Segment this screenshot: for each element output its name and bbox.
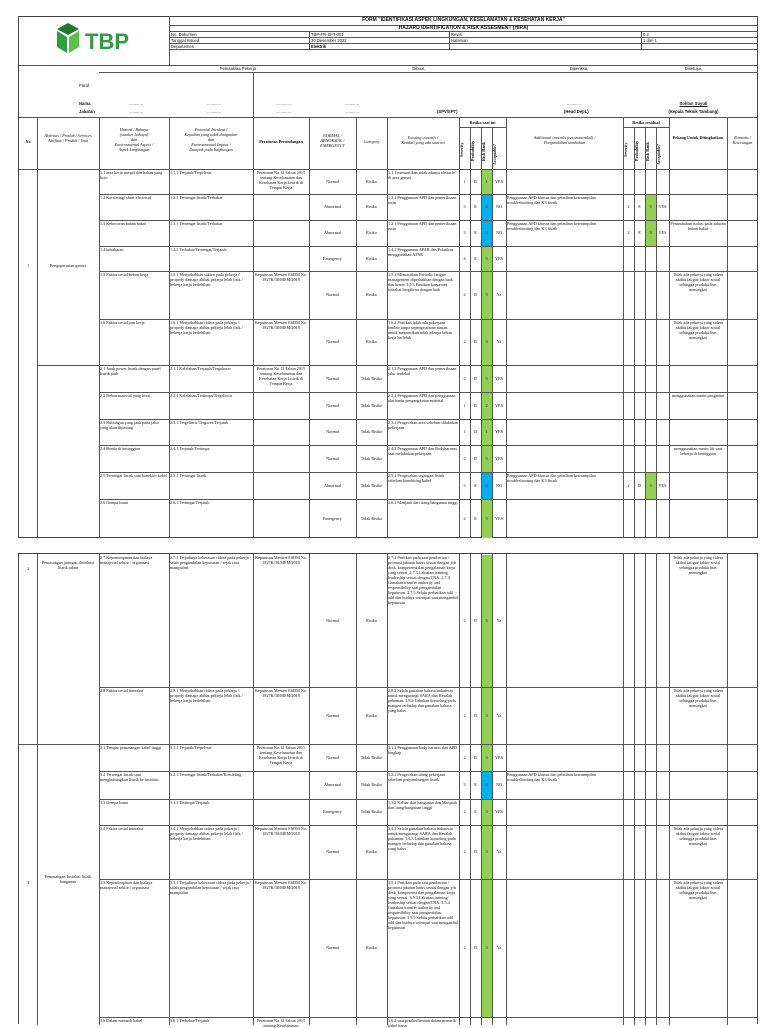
cell-rr: 3 — [485, 339, 488, 344]
cell-a: YES — [495, 402, 503, 408]
col-probability-res: Probability — [634, 140, 639, 161]
cell-n: Emergency — [323, 255, 342, 261]
cell-r: Keputusan Menteri ESDM No. 1827K/30/MEM/2018 — [254, 320, 308, 330]
cell-n: Emergency — [323, 809, 342, 814]
cell-r: Peraturan No.12 Tahun 2015 tentang Keselamatan dan Kesehatan Kerja Listrik di Tempat Kerja — [256, 366, 306, 386]
cell-a: Ya — [496, 712, 502, 718]
cell-i: 3.1.1 Terjatuh/Terpeleset — [170, 745, 212, 750]
cell-h: 1.5 Faktor sosial beban kerja — [100, 272, 149, 277]
approver-title: (Kepala Teknik Tambang) — [668, 109, 719, 114]
col-additional: Additional controls (recommended) / Pengendalian tambahan — [533, 135, 596, 145]
cell-h: 2.4 Benda di ketinggian — [100, 446, 141, 451]
cell-n: Normal — [326, 178, 339, 184]
cell-ac: Penggunaan APD khusus dan pelatihan keterampilan troubleshooting dan K3 listrik — [507, 221, 596, 231]
cell-pk: menggunakan mesin pengantar — [671, 393, 725, 398]
cell-i: 1.4.1 Terbakar/Tersengat/Terjatuh — [170, 247, 227, 252]
cell-n: Normal — [326, 617, 339, 623]
col-acceptable-res: Acceptable? — [656, 144, 661, 165]
cell-e: 2.1.2 Penggunaan APD dan pemeriksaan jalur terdekat — [388, 366, 457, 376]
doc-no-label: No. Dokumen — [171, 32, 197, 37]
cell-k: Risiko — [366, 292, 377, 297]
cell-i: 2.4.1 Terjatuh/Tertimpa — [170, 446, 210, 451]
cell-a: Ya — [496, 945, 502, 950]
cell-k: Risiko — [366, 204, 377, 209]
doc-no-value: TBP-FR-SFT-001 — [311, 32, 344, 37]
cell-ac: Penggunaan APD khusus dan pelatihan keterampilan troubleshooting dan K3 listrik — [507, 772, 596, 782]
jabatan-label: Jabatan — [79, 109, 95, 114]
cell-n: Normal — [326, 429, 339, 434]
cell-ac: Penggunaan APD khusus dan pelatihan keterampilan troubleshooting dan K3 listrik — [507, 195, 596, 205]
cell-a: NO — [495, 482, 503, 488]
cell-a2: YES — [658, 482, 667, 488]
cell-s: 2 — [463, 809, 466, 814]
tbp-logo — [55, 23, 155, 59]
cell-p: E — [474, 230, 477, 235]
cell-s: 2 — [463, 849, 466, 854]
cell-e: 1.1.1 memastikan tidak adanya obstacle di area genset — [388, 170, 455, 180]
cell-e: 2.3.2 Pengecekan area sebelum dilakukan pekerjaan — [388, 420, 458, 430]
form-subtitle: HAZARD IDENTIFICATION & RISK ASSESMENT (HIRA) — [398, 25, 529, 31]
cell-p: D — [473, 178, 478, 184]
cell-p: E — [474, 782, 477, 787]
cell-p: D — [473, 402, 478, 408]
hira-sheet-1 — [18, 16, 758, 538]
cell-e: 1.4.2 Penggunaan APAR dan Pelatihan menggunakan APAR — [388, 247, 454, 257]
cell-k: Risiko — [366, 617, 377, 623]
cell-rr: 4 — [485, 782, 488, 787]
cell-e: 2.5.2 Pengecekan tegangan listrik sebelum konektiing kabel — [388, 473, 445, 483]
cell-n: Abnormal — [324, 230, 341, 235]
cell-s: 4 — [463, 255, 466, 261]
cell-p2: D — [637, 482, 642, 488]
cell-r: Peraturan No.12 Tahun 2015 tentang Keselamatan dan Kesehatan Kerja Listrik di Tempat Kerja — [256, 745, 306, 765]
cell-pk: Tidak ada pekerja yang cidera akibat fatigue faktor sosial sehingga produktifitas meningkat — [672, 272, 724, 292]
cell-rr: 3 — [485, 515, 488, 521]
col-existing: Existing controls / Kendali yang ada saat ini — [401, 135, 445, 145]
cell-e: 1.5.2 Memastikan Periodic fatigue management diperhatikan dengan baik dan benar. 1.5.3 Pastikan karyawan istirahat bergiliran dengan baik — [388, 272, 453, 292]
cell-a: YES — [495, 429, 503, 434]
cell-i: 1.1.1 Terjatuh/Terpeleset — [170, 170, 212, 175]
cell-e: 3.5.2 Pastikan pada saat pemberian / promosi jabatan harus sesuai dengan job desk, kompetensi dan pengalaman kerja yang sesuai. 3.5.3 Lakukan training leadership sesuai dengan TNA. 3.5.4 Gunakan transfer authority and responsibility saat pengambilan keputusan. 3.5.5 Selalu perhatikan adil adil dan budaya setempat saat mengambil keputusan — [388, 880, 458, 930]
cell-p: E — [474, 809, 477, 814]
cell-rr: 1 — [485, 429, 488, 434]
cell-i: 2.3.1 Tergelincir/Tergores/Terjatuh — [170, 420, 229, 425]
cell-a: YES — [495, 754, 503, 760]
cell-e: 3.1.2 Penggunaan body harness dan APD lengkap — [388, 745, 458, 755]
cell-a: YES — [495, 515, 503, 521]
cell-k: Risiko — [366, 230, 377, 235]
col-severity: Severity — [459, 142, 464, 157]
dept-label: Departemen — [171, 44, 195, 49]
cell-e: 3.3.2 Keluar dari bangunan dan Menjauh dari tiang/bangunan tinggi — [388, 800, 457, 810]
col-risk-residual: Resiko residual — [632, 120, 660, 125]
cell-r: Keputusan Menteri ESDM No. 1827K/30/MEM/2018 — [254, 555, 308, 565]
cell-h: 1.1 area kerja sempit dan bahan yang licin — [100, 170, 163, 180]
cell-e: 1.6.2 Pastikan tidak ada pekerjaan lembur tanpa sepengetahuan atasan, untuk memastikan tidak adanya beban kerja berlebih — [388, 320, 453, 340]
nama-dots-4: ............ — [345, 101, 359, 106]
cell-a: NO — [495, 204, 503, 209]
cell-k: Tidak Risiko — [360, 754, 383, 760]
cell-pk: Tidak ada pekerja yang cidera akibat fatigue faktor sosial sehingga produktifitas meningkat — [672, 555, 724, 575]
rev-value: 0.2 — [643, 32, 649, 37]
cell-e: 3.6.2 saat pemberhentian dalam menarik kabel harus — [388, 1018, 456, 1028]
activity-1-name: Pengoperasian genset — [49, 263, 87, 268]
cell-s: 2 — [463, 945, 466, 950]
col-regulation: Peraturan Perundangan — [259, 139, 303, 144]
activity-3-name: Pemasangan Instalasi listrik bangunan — [44, 874, 92, 884]
cell-a: YES — [495, 809, 503, 814]
cell-a: Ya — [496, 339, 502, 344]
cell-i: 3.2.1 Tersengat listrik/Terbakar/Korsleting — [170, 772, 242, 777]
form-title: FORM "IDENTIFIKASI ASPEK LINGKUNGAN, KESELAMATAN & KESEHATAN KERJA" — [362, 17, 565, 23]
col-condition: NORMAL / ABNORMAL / EMERGENCY — [320, 133, 345, 148]
cell-rr: 1 — [485, 178, 488, 184]
col-activity: Aktivitas / Produk / Services Aktifitas / Produk / Jasa — [44, 133, 92, 143]
activity-2-name: Pemasangan jaringan distribusi listrik udara — [41, 560, 95, 570]
cell-a2: YES — [658, 230, 667, 235]
cell-a: NO — [495, 782, 503, 787]
cell-p2: E — [638, 204, 641, 209]
col-pic: Pekang Untuk Ditingkatkan — [672, 135, 724, 140]
col-severity-res: Severity — [623, 142, 628, 157]
cell-pk: menggunakan mesin lift saat bekerja di ketinggian — [673, 446, 723, 456]
jabatan-dots-2: ............ — [207, 109, 221, 114]
cell-a: Ya — [496, 292, 502, 297]
cell-a: Ya — [496, 617, 502, 623]
cell-i: 1.3.1 Tersengat listrik/Terbakar — [170, 221, 223, 226]
col-hazard: Hazard / Bahaya (sumber bahaya) dan Environmental Aspect / Aspek Lingkungan — [114, 127, 154, 152]
cell-rr: 3 — [485, 375, 488, 381]
cell-h: 3.4 Faktor sosial interaksi — [100, 826, 144, 831]
cell-k: Risiko — [366, 712, 377, 718]
cell-p: E — [474, 482, 477, 488]
col-probability: Probability — [470, 140, 475, 161]
col-impact: Potential Incident / Kejadian yang tidak diinginkan dan Environmental Impact / Dampak pada lingkungan — [184, 127, 238, 152]
rev-label: Revisi — [451, 32, 463, 37]
cell-rr2: 3 — [649, 230, 652, 235]
cell-i: 3.3.1 Tertimpa/Terjatuh — [170, 800, 210, 805]
cell-k: Tidak Risiko — [360, 482, 383, 488]
cell-s: 2 — [463, 712, 466, 718]
cell-h: 1.6 Faktor sosial jam kerja — [100, 320, 145, 325]
cell-i: 2.6.1 Tertimpa/Terjatuh — [170, 500, 210, 505]
pelaksana-label: Pemaaklaa Pekerja : — [219, 66, 259, 71]
cell-h: 1.2 Korsleting/ short electrical — [100, 195, 151, 200]
disetujui-label: Disetujui, — [684, 66, 703, 71]
cell-a: YES — [495, 455, 503, 461]
cell-n: Abnormal — [324, 782, 341, 787]
cell-s: 3 — [463, 482, 466, 488]
cell-k: Risiko — [366, 255, 377, 261]
cell-rr: 3 — [485, 809, 488, 814]
cell-n: Normal — [326, 945, 339, 950]
cell-a: YES — [495, 255, 503, 261]
cell-ac: Penggunaan APD khusus dan pelatihan keterampilan troubleshooting dan K3 listrik — [507, 473, 596, 483]
nama-dots-3: ............ — [277, 101, 291, 106]
cell-pk: Tidak ada pekerja yang cidera akibat fatigue faktor sosial sehingga produktifitas meningkat — [672, 320, 724, 340]
cell-p: D — [473, 754, 478, 760]
cell-r: Peraturan No.12 Tahun 2015 tentang Keselamatan dan Kesehatan Kerja Listrik di Tempat Kerja — [256, 170, 306, 190]
activity-3-no: 3 — [26, 880, 30, 885]
col-risk-now: Resiko saat ini — [469, 120, 496, 125]
cell-rr: 3 — [485, 255, 488, 261]
cell-s2: 2 — [627, 204, 630, 209]
cell-k: Tidak Risiko — [360, 375, 383, 381]
cell-n: Normal — [326, 339, 339, 344]
cell-p: D — [473, 712, 478, 718]
cell-n: Emergency — [323, 515, 342, 521]
jabatan-dots-1: ............ — [129, 109, 143, 114]
cell-s: 2 — [463, 375, 466, 381]
paraf-label: Paraf — [79, 83, 90, 88]
cell-i: 2.5.1 Tersengat listrik — [170, 473, 207, 478]
cell-h: 1.3 Kebocoran bahan bakar — [100, 221, 147, 226]
hira-sheet-2 — [18, 553, 758, 1028]
cell-h: 2.1 Jarak power listrik dengan panel listrik jauh — [100, 366, 161, 376]
cell-pk: Tidak ada pekerja yang cidera akibat fatigue faktor sosial sehingga produktifitas meningkat — [672, 688, 724, 708]
cell-pk: Tidak ada pekerja yang cidera akibat fatigue faktor sosial sehingga produktifitas meningkat — [672, 826, 724, 846]
cell-rr2: 3 — [649, 204, 652, 209]
cell-i: 3.6.1 Terbakar/Terjatuh — [170, 1018, 210, 1023]
activity-1-no: 1 — [26, 263, 30, 268]
jabatan-dots-4: ............ — [345, 109, 359, 114]
cell-n: Normal — [326, 849, 339, 854]
cell-n: Normal — [326, 754, 339, 760]
cell-p: D — [473, 429, 478, 434]
issue-value: 30 Desember 2022 — [311, 38, 347, 43]
cell-h: 2.2 Beban material yang berat — [100, 393, 151, 398]
cell-i: 2.1.1 Kelelahan/Terjatuh/Tergelincir — [170, 366, 231, 371]
cell-i: 1.2.1 Tersengat listrik/Terbakar — [170, 195, 223, 200]
cell-p: D — [473, 849, 478, 854]
cell-p: E — [474, 255, 477, 261]
cell-h: 3.5 Kepemimpinan dan budaya manajerial sektor / organisasi — [100, 880, 153, 890]
page-label: Halaman — [451, 38, 468, 43]
cell-n: Abnormal — [324, 204, 341, 209]
cell-rr: 3 — [485, 945, 488, 950]
cell-i: 2.2.1 Kelelahan/Tertimpa/Tergelincir — [170, 393, 233, 398]
cell-k: Tidak Risiko — [360, 455, 383, 461]
head-dots: ............ — [567, 101, 581, 106]
cell-a: NO — [495, 230, 503, 235]
issue-label: Tanggal Issued — [171, 38, 200, 43]
cell-i: 3.5.1 Terjadinya kekerasan cidera pada pekerja / salah pengambilan keputusan / sejak rasa manipulasi — [170, 880, 251, 895]
cell-h: 3.1 Tempat pemasangan kabel tinggi — [100, 745, 162, 750]
cell-h: 3.3 Gempa bumi — [100, 800, 129, 805]
cell-p: E — [474, 515, 477, 521]
jabatan-dots-3: ............ — [277, 109, 291, 114]
cell-a: YES — [495, 375, 503, 381]
col-no: No — [25, 139, 31, 144]
col-risk-rank-res: Risk Rank — [645, 142, 650, 161]
cell-n: Normal — [326, 455, 339, 461]
cell-n: Normal — [326, 402, 339, 408]
cell-e: 2.6.2 Menjauh dari tiang/bangunan tinggi — [388, 500, 458, 505]
cell-rr: 4 — [485, 230, 488, 235]
cell-i: 1.5.1 Menyebabkan sakien pada pekerja / property damage akibat pekerja lelah fisik / bekerja kerja berlebihan — [170, 272, 243, 287]
page-value: 1 dari 1 — [643, 38, 657, 43]
approver-name: Sohlan Suyuti — [679, 101, 708, 106]
head-title: (Head Dept.) — [564, 109, 589, 114]
col-risk-rank: Risk Rank — [481, 142, 486, 161]
cell-e: 2.2.2 Penggunaan APD dan penggunaan alat bantu pengangkatan material — [388, 393, 456, 403]
cell-n: Normal — [326, 712, 339, 718]
cell-p: D — [473, 455, 478, 461]
nama-dots-2: ............ — [207, 101, 221, 106]
cell-p: D — [473, 292, 478, 297]
cell-k: Tidak Risiko — [360, 402, 383, 408]
cell-k: Tidak Risiko — [360, 809, 383, 814]
cell-s: 2 — [463, 339, 466, 344]
cell-k: Risiko — [366, 945, 377, 950]
cell-pk: Tidak ada pekerja yang cidera akibat fatigue faktor sosial sehingga produktifitas meningkat — [672, 880, 724, 900]
cell-rr: 3 — [485, 849, 488, 854]
cell-p: E — [474, 204, 477, 209]
cell-h: 1.4 kebakaran — [100, 247, 124, 252]
cell-h: 2.6 Gempa bumi — [100, 500, 129, 505]
col-category: Category — [363, 139, 380, 144]
cell-rr2: 3 — [649, 482, 652, 488]
cell-e: 3.2.2 Pengecekan ulang pekerjaan sebelum penyambungan listrik — [388, 772, 446, 782]
cell-h: 3.2 Tersengat listrik saat menghubungkan listrik ke instalasi — [100, 772, 159, 782]
cell-k: Risiko — [366, 178, 377, 184]
cell-e: 3.4.2 Selalu gunakan bahasa indonesia untuk mengurangi SARA dan Kesalah pahaman. 3.4.3 Lakukan konseling pada mangen terhadap dan gunakan bahasa yang halus — [388, 826, 456, 851]
cell-e: 2.7.2 Pastikan pada saat pemberian / promosi jabatan harus sesuai dengan job desk, kompetensi dan pengalaman kerja yang sesuai. 2.7.3 Lakukan training leadership sesuai dengan TNA. 2.7.4 Gunakan transfer authority and responsibility saat pengambilan keputusan. 2.7.5 Selalu perhatikan adil adil dan budaya setempat saat mengambil keputusan — [388, 555, 458, 605]
cell-e: 1.2.1 Penggunaan APD dan pemeriksaan rutin — [388, 221, 457, 231]
cell-h: 2.5 Tersengat listrik saat konektor kabel — [100, 473, 167, 478]
cell-h: 2.7 Kepemimpinan dan budaya manajerial sektor / organisasi — [100, 555, 153, 565]
cell-e: 1.2.2 Penggunaan APD dan pemeriksaan rutin — [388, 195, 457, 205]
cell-s: 1 — [463, 429, 466, 434]
cell-k: Tidak Risiko — [360, 515, 383, 521]
cell-s2: 2 — [627, 230, 630, 235]
nama-label: Nama — [79, 101, 91, 106]
cell-i: 2.7.1 Terjadinya kekerasan cidera pada pekerja / salah pengambilan keputusan / sejak rasa manipulasi — [170, 555, 251, 570]
cell-n: Abnormal — [324, 482, 341, 488]
cell-i: 2.8.1 Menyebabkan cidera pada pekerja / property damage akibat pekerja lelah fisik / bekerja kerja berlebihan — [170, 688, 243, 703]
spv-title: (SPV/SPT) — [437, 109, 458, 114]
cell-h: 2.3 Hubungan yang jauh pada jalur yang akan dipasang — [100, 420, 159, 430]
cell-rr: 3 — [485, 617, 488, 623]
cell-k: Tidak Risiko — [360, 429, 383, 434]
cell-h: 2.8 Faktor sosial interaksi — [100, 688, 144, 693]
cell-rr: 3 — [485, 712, 488, 718]
cell-i: 3.4.1 Menyebabkan cidera pada pekerja / property damage akibat pekerja lelah fisik / bekerja kerja berlebihan — [170, 826, 243, 841]
dept-value: Elektrik — [311, 44, 327, 49]
cell-k: Risiko — [366, 339, 377, 344]
cell-n: Normal — [326, 375, 339, 381]
cell-pk: Penambahan isolasi pada saluran bahan bakar — [670, 221, 726, 231]
cell-rr: 3 — [485, 292, 488, 297]
cell-r: Keputusan Menteri ESDM No. 1827K/30/MEM/2018 — [254, 880, 308, 890]
cell-a: Ya — [496, 849, 502, 854]
cell-s: 2 — [463, 515, 466, 521]
cell-s2: 2 — [627, 482, 630, 488]
cell-s: 1 — [463, 178, 466, 184]
cell-rr: 3 — [485, 754, 488, 760]
cell-h: 3.6 Dalam menarik kabel — [100, 1018, 143, 1023]
cell-s: 2 — [463, 455, 466, 461]
cell-r: Keputusan Menteri ESDM No. 1827K/30/MEM/2018 — [254, 688, 308, 698]
cell-p: D — [473, 339, 478, 344]
cell-s: 2 — [463, 754, 466, 760]
cell-p: D — [473, 375, 478, 381]
cell-rr: 3 — [485, 455, 488, 461]
cell-rr: 2 — [485, 402, 488, 408]
cell-r: Peraturan No.12 Tahun 2015 tentang Keselamatan — [256, 1018, 306, 1028]
cell-k: Risiko — [366, 849, 377, 854]
cell-k: Tidak Risiko — [360, 782, 383, 787]
cell-r: Keputusan Menteri ESDM No. 1827K/30/MEM/2018 — [254, 826, 308, 836]
cell-a2: YES — [658, 204, 667, 209]
cell-s: 2 — [463, 617, 466, 623]
dibuat-label: Dibuat, — [412, 66, 426, 71]
cell-s: 2 — [463, 292, 466, 297]
cell-s: 1 — [463, 402, 466, 408]
cell-i: 1.6.1 Menyebabkan cidera pada pekerja / property damage akibat pekerja lelah fisik / bekerja kerja berlebihan — [170, 320, 243, 335]
cell-p: D — [473, 945, 478, 950]
cell-e: 2.4.2 Penggunaan APD dan Bodyharness saat melakukan pekerjaan — [388, 446, 457, 456]
cell-a: YES — [495, 178, 503, 184]
cell-n: Normal — [326, 292, 339, 297]
cell-r: Keputusan Menteri ESDM No. 1827K/30/MEM/2018 — [254, 272, 308, 282]
cell-s: 3 — [463, 230, 466, 235]
activity-2-no: 2 — [26, 566, 30, 571]
cell-rr: 4 — [485, 204, 488, 209]
col-remarks: Remarks / Keterangan — [732, 135, 753, 145]
col-acceptable: Acceptable? — [492, 144, 497, 165]
logo-text: TBP — [85, 29, 129, 54]
cell-s: 3 — [463, 204, 466, 209]
cell-rr: 4 — [485, 482, 488, 488]
cell-p: D — [473, 617, 478, 623]
nama-dots-1: ............ — [129, 101, 143, 106]
cell-e: 2.8.2 Selalu gunakan bahasa indonesia untuk mengurangi SARA dan Kesalah pahaman. 2.8.3 Lakukan konseling pada mangen terhadap dan gunakan bahasa yang halus — [388, 688, 456, 713]
cell-s: 3 — [463, 782, 466, 787]
cell-p2: E — [638, 230, 641, 235]
diperiksa-label: Diperiksa, — [569, 66, 589, 71]
